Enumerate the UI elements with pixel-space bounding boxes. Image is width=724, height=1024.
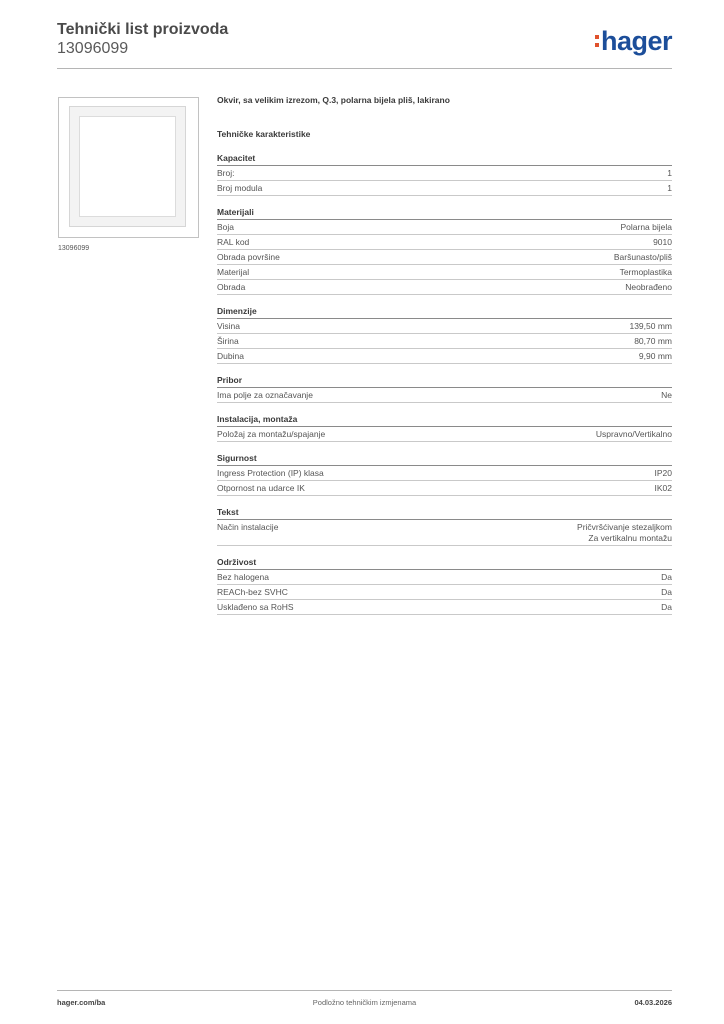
- spec-value: [629, 321, 672, 332]
- spec-value-line: Da: [661, 587, 672, 597]
- spec-label: Dubina: [217, 351, 244, 361]
- spec-value-line: Ne: [661, 390, 672, 400]
- spec-group-title: Instalacija, montaža: [217, 414, 672, 427]
- logo-colon-icon: [595, 33, 599, 49]
- spec-group: [217, 207, 672, 295]
- spec-value-line: Za vertikalnu montažu: [588, 533, 672, 543]
- frame-cutout-shape: [79, 116, 176, 217]
- spec-row: [217, 235, 672, 250]
- spec-group-title: Dimenzije: [217, 306, 672, 319]
- group-spacer: [217, 196, 672, 207]
- footer-note: Podložno tehničkim izmjenama: [312, 998, 417, 1007]
- spec-group: [217, 507, 672, 546]
- spec-group-title: Pribor: [217, 375, 672, 388]
- spec-row: [217, 466, 672, 481]
- spec-label: Ima polje za označavanje: [217, 390, 313, 400]
- spec-value: [661, 587, 672, 598]
- spec-value-line: IK02: [654, 483, 672, 493]
- spec-label: RAL kod: [217, 237, 250, 247]
- spec-value-line: 9010: [653, 237, 672, 247]
- spec-value: [577, 522, 672, 544]
- spec-label: Obrada površine: [217, 252, 280, 262]
- spec-row: [217, 280, 672, 295]
- spec-value: [667, 183, 672, 194]
- spec-value: [661, 602, 672, 613]
- group-spacer: [217, 546, 672, 557]
- spec-value: [620, 222, 672, 233]
- spec-value-line: Polarna bijela: [620, 222, 672, 232]
- spec-row: [217, 250, 672, 265]
- group-spacer: [217, 295, 672, 306]
- spec-label: Ingress Protection (IP) klasa: [217, 468, 324, 478]
- spec-value: [655, 468, 673, 479]
- spec-label: Broj modula: [217, 183, 263, 193]
- spec-value-line: 9,90 mm: [638, 351, 672, 361]
- product-image: [58, 97, 199, 238]
- spec-row: [217, 334, 672, 349]
- spec-group: [217, 557, 672, 615]
- spec-label: Materijal: [217, 267, 250, 277]
- spec-value-line: Neobrađeno: [625, 282, 672, 292]
- spec-value: [639, 351, 672, 362]
- spec-label: Položaj za montažu/spajanje: [217, 429, 326, 439]
- spec-value: [667, 168, 672, 179]
- product-description: Okvir, sa velikim izrezom, Q.3, polarna bijela pliš, lakirano: [217, 95, 450, 105]
- spec-group: [217, 453, 672, 496]
- spec-group: [217, 306, 672, 364]
- spec-value: [661, 390, 672, 401]
- spec-value-line: 1: [667, 183, 672, 193]
- spec-group-title: Održivost: [217, 557, 672, 570]
- frame-outer-shape: [69, 106, 186, 227]
- spec-value-line: IP20: [654, 468, 672, 478]
- spec-row: [217, 388, 672, 403]
- spec-label: Usklađeno sa RoHS: [217, 602, 294, 612]
- section-heading: Tehničke karakteristike: [217, 129, 311, 139]
- spec-row: [217, 319, 672, 334]
- group-spacer: [217, 496, 672, 507]
- spec-label: Bez halogena: [217, 572, 269, 582]
- spec-value: [620, 267, 672, 278]
- spec-value: [655, 483, 673, 494]
- spec-group: [217, 414, 672, 442]
- spec-content: [217, 95, 672, 615]
- spec-row: [217, 520, 672, 546]
- spec-row: [217, 181, 672, 196]
- spec-value-line: 1: [667, 168, 672, 178]
- group-spacer: [217, 364, 672, 375]
- spec-value-line: Uspravno/Vertikalno: [595, 429, 672, 439]
- document-title: Tehnički list proizvoda: [57, 21, 229, 38]
- header-divider: [57, 68, 672, 69]
- spec-row: [217, 220, 672, 235]
- spec-group-title: Materijali: [217, 207, 672, 220]
- footer-website: hager.com/ba: [57, 998, 106, 1007]
- spec-row: [217, 427, 672, 442]
- spec-row: [217, 349, 672, 364]
- spec-label: Visina: [217, 321, 240, 331]
- spec-group-title: Sigurnost: [217, 453, 672, 466]
- spec-label: Širina: [217, 336, 239, 346]
- logo-text: hager: [600, 25, 672, 56]
- spec-label: Obrada: [217, 282, 246, 292]
- group-spacer: [217, 442, 672, 453]
- spec-value: [661, 572, 672, 583]
- spec-row: [217, 585, 672, 600]
- spec-label: Otpornost na udarce IK: [217, 483, 305, 493]
- spec-group: [217, 153, 672, 196]
- spec-label: Broj:: [217, 168, 235, 178]
- spec-group-title: Kapacitet: [217, 153, 672, 166]
- spec-label: REACh-bez SVHC: [217, 587, 288, 597]
- spec-value-line: Pričvršćivanje stezaljkom: [577, 522, 672, 532]
- hager-logo: [595, 26, 672, 56]
- page-header: [57, 20, 672, 58]
- product-image-caption: 13096099: [58, 245, 90, 252]
- spec-row: [217, 481, 672, 496]
- spec-value-line: 139,50 mm: [629, 321, 672, 331]
- spec-value: [625, 282, 672, 293]
- spec-value-line: Baršunasto/pliš: [613, 252, 672, 262]
- spec-row: [217, 570, 672, 585]
- spec-row: [217, 265, 672, 280]
- spec-value-line: Termoplastika: [619, 267, 672, 277]
- spec-label: Boja: [217, 222, 235, 232]
- spec-row: [217, 166, 672, 181]
- footer-date: 04.03.2026: [634, 998, 672, 1007]
- spec-value: [634, 336, 672, 347]
- group-spacer: [217, 403, 672, 414]
- spec-label: Način instalacije: [217, 522, 279, 532]
- spec-value-line: 80,70 mm: [634, 336, 672, 346]
- footer-divider: [57, 990, 672, 991]
- spec-value: [653, 237, 672, 248]
- document-number: 13096099: [57, 40, 129, 57]
- spec-group-title: Tekst: [217, 507, 672, 520]
- spec-value: [614, 252, 672, 263]
- spec-value: [596, 429, 672, 440]
- spec-value-line: Da: [661, 602, 672, 612]
- spec-groups: [217, 153, 672, 615]
- spec-row: [217, 600, 672, 615]
- spec-group: [217, 375, 672, 403]
- spec-value-line: Da: [661, 572, 672, 582]
